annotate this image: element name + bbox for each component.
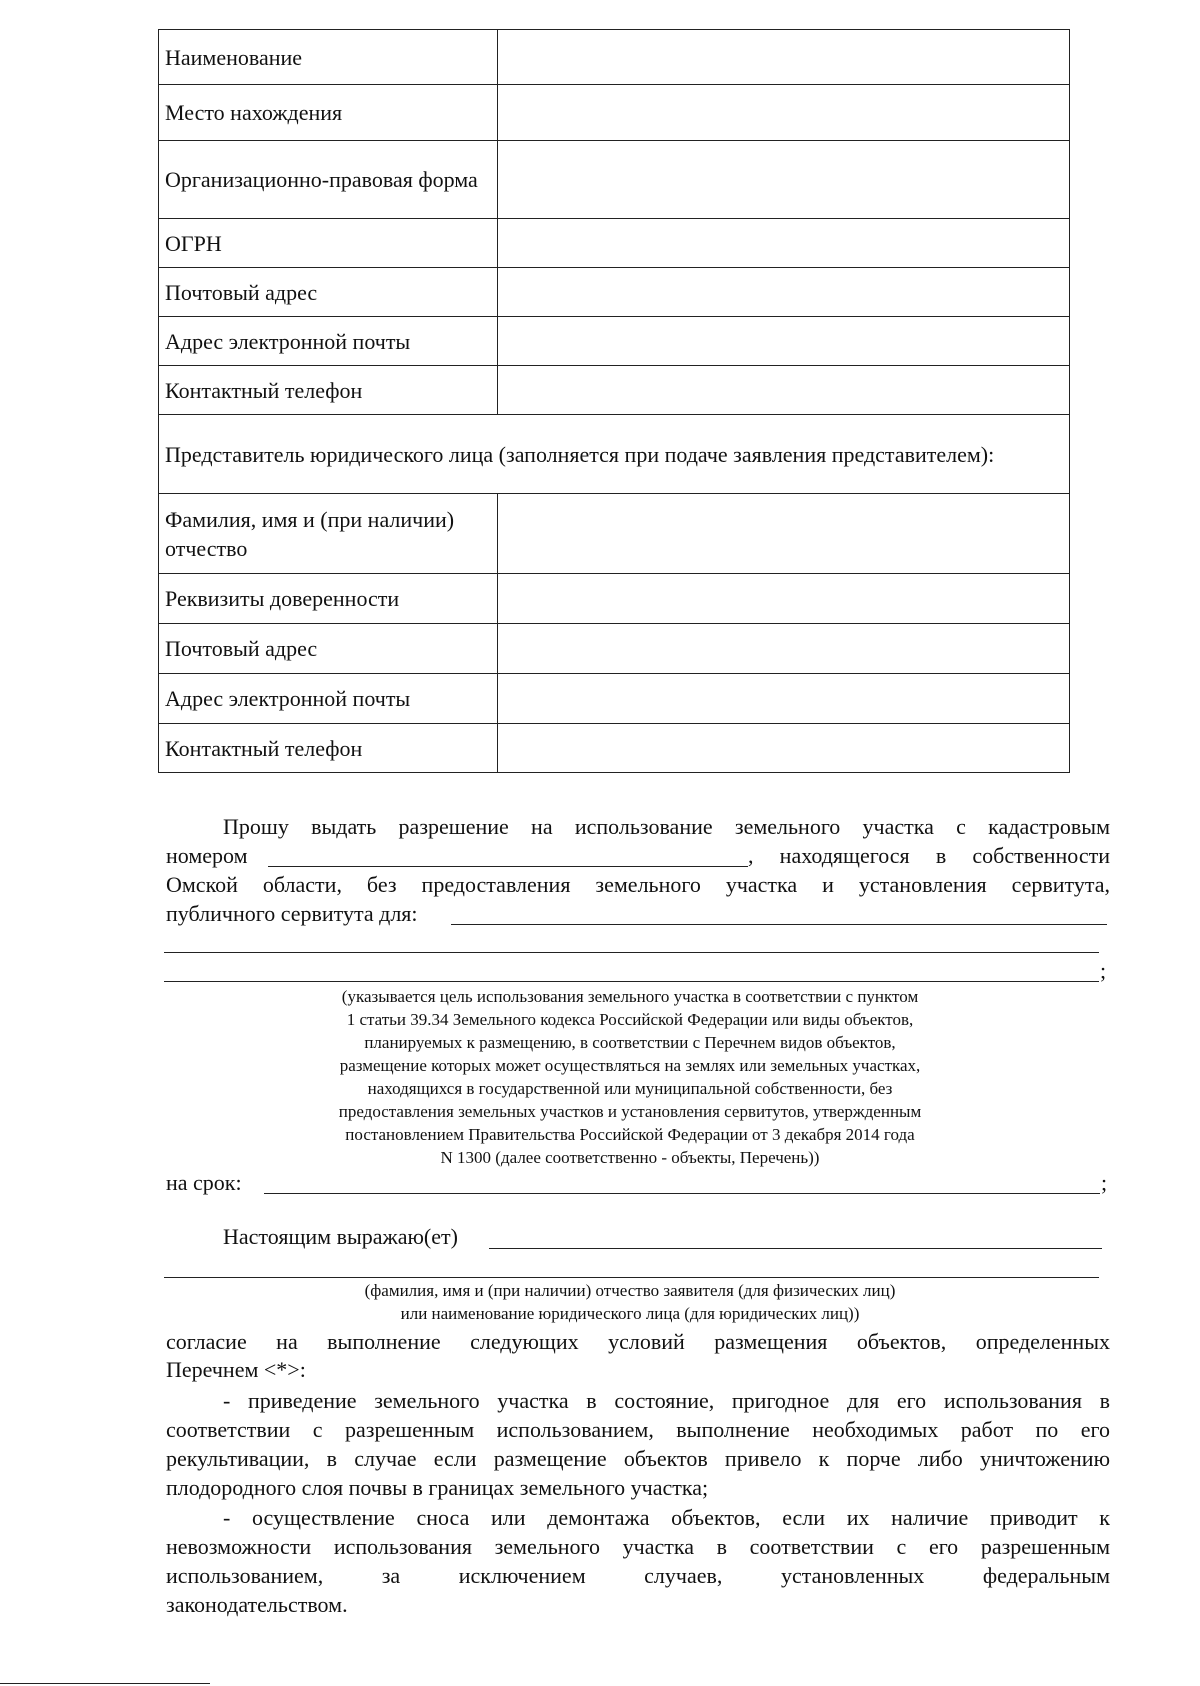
row-value-email[interactable] [498, 317, 1070, 366]
request-line-3: Омской области, без предоставления земельного участка и установления сервитута, [166, 872, 1110, 897]
rep-row-label-fullname: Фамилия, имя и (при наличии) отчество [159, 494, 498, 574]
row-label-email: Адрес электронной почты [159, 317, 498, 366]
table-row [159, 674, 1070, 724]
consent-name-field-1[interactable] [489, 1248, 1102, 1249]
purpose-field-3[interactable] [164, 981, 1099, 982]
condition-1-line-2: соответствии с разрешенным использованием, выполнение необходимых работ по его [166, 1417, 1110, 1442]
purpose-field-2[interactable] [164, 952, 1099, 953]
purpose-note-line-6: предоставления земельных участков и установления сервитутов, утвержденным [338, 1102, 922, 1121]
row-label-postal: Почтовый адрес [159, 268, 498, 317]
rep-row-value-email[interactable] [498, 674, 1070, 724]
purpose-note-line-5: находящихся в государственной или муниципальной собственности, без [367, 1079, 893, 1098]
row-value-ogrn[interactable] [498, 219, 1070, 268]
table-row [159, 724, 1070, 773]
table-row [159, 219, 1070, 268]
table-row [159, 317, 1070, 366]
purpose-semicolon: ; [1100, 958, 1107, 983]
rep-row-label-postal: Почтовый адрес [159, 624, 498, 674]
condition-2-line-3: использованием, за исключением случаев, установленных федеральным [166, 1563, 1110, 1588]
condition-1-line-3: рекультивации, в случае если размещение объектов привело к порче либо уничтожению [166, 1446, 1110, 1471]
rep-row-value-postal[interactable] [498, 624, 1070, 674]
consent-line-1: согласие на выполнение следующих условий размещения объектов, определенных [166, 1329, 1110, 1354]
table-row [159, 85, 1070, 141]
condition-1-line-1: - приведение земельного участка в состояние, пригодное для его использования в [223, 1388, 1110, 1413]
consent-note-line-2: или наименование юридического лица (для юридических лиц)) [400, 1304, 860, 1323]
term-field[interactable] [264, 1193, 1100, 1194]
table-row [159, 141, 1070, 219]
consent-note-line-1: (фамилия, имя и (при наличии) отчество заявителя (для физических лиц) [364, 1281, 896, 1300]
table-row [159, 268, 1070, 317]
row-label-location: Место нахождения [159, 85, 498, 141]
condition-2-line-4: законодательством. [166, 1592, 348, 1617]
row-value-phone[interactable] [498, 366, 1070, 415]
request-line-2-start: номером [166, 843, 248, 868]
consent-name-field-2[interactable] [164, 1277, 1099, 1278]
request-line-4: публичного сервитута для: [166, 901, 418, 926]
condition-2-line-1: - осуществление сноса или демонтажа объектов, если их наличие приводит к [223, 1505, 1110, 1530]
table-row [159, 415, 1070, 494]
condition-1-line-4: плодородного слоя почвы в границах земельного участка; [166, 1475, 709, 1500]
row-label-name: Наименование [159, 30, 498, 85]
row-label-phone: Контактный телефон [159, 366, 498, 415]
condition-2-line-2: невозможности использования земельного участка в соответствии с его разрешенным [166, 1534, 1110, 1559]
footnote-separator [0, 1683, 210, 1684]
rep-row-label-phone: Контактный телефон [159, 724, 498, 773]
rep-row-value-phone[interactable] [498, 724, 1070, 773]
row-label-legal-form: Организационно-правовая форма [159, 141, 498, 219]
table-row [159, 624, 1070, 674]
cadastral-number-field[interactable] [268, 866, 748, 867]
purpose-note-line-8: N 1300 (далее соответственно - объекты, Перечень)) [440, 1148, 820, 1167]
table-row [159, 494, 1070, 574]
rep-row-label-email: Адрес электронной почты [159, 674, 498, 724]
purpose-field-1[interactable] [451, 924, 1107, 925]
row-label-ogrn: ОГРН [159, 219, 498, 268]
request-line-1: Прошу выдать разрешение на использование земельного участка с кадастровым [223, 814, 1110, 839]
row-value-name[interactable] [498, 30, 1070, 85]
table-row [159, 574, 1070, 624]
rep-row-value-power-of-attorney[interactable] [498, 574, 1070, 624]
row-value-legal-form[interactable] [498, 141, 1070, 219]
request-line-2-end: , находящегося в собственности [748, 843, 1110, 868]
rep-row-value-fullname[interactable] [498, 494, 1070, 574]
table-row [159, 366, 1070, 415]
purpose-note-line-7: постановлением Правительства Российской Федерации от 3 декабря 2014 года [345, 1125, 915, 1144]
purpose-note-line-4: размещение которых может осуществляться на землях или земельных участках, [339, 1056, 921, 1075]
rep-row-label-power-of-attorney: Реквизиты доверенности [159, 574, 498, 624]
applicant-table [158, 29, 1070, 773]
purpose-note-line-1: (указывается цель использования земельного участка в соответствии с пунктом [341, 987, 919, 1006]
consent-label: Настоящим выражаю(ет) [223, 1224, 458, 1249]
row-value-location[interactable] [498, 85, 1070, 141]
representative-header: Представитель юридического лица (заполняется при подаче заявления представителем): [159, 415, 1070, 494]
row-value-postal[interactable] [498, 268, 1070, 317]
purpose-note-line-2: 1 статьи 39.34 Земельного кодекса Российской Федерации или виды объектов, [346, 1010, 914, 1029]
purpose-note-line-3: планируемых к размещению, в соответствии с Перечнем видов объектов, [364, 1033, 896, 1052]
term-semicolon: ; [1101, 1170, 1108, 1195]
term-label: на срок: [166, 1170, 242, 1195]
consent-line-2: Перечнем <*>: [166, 1357, 306, 1382]
table-row [159, 30, 1070, 85]
